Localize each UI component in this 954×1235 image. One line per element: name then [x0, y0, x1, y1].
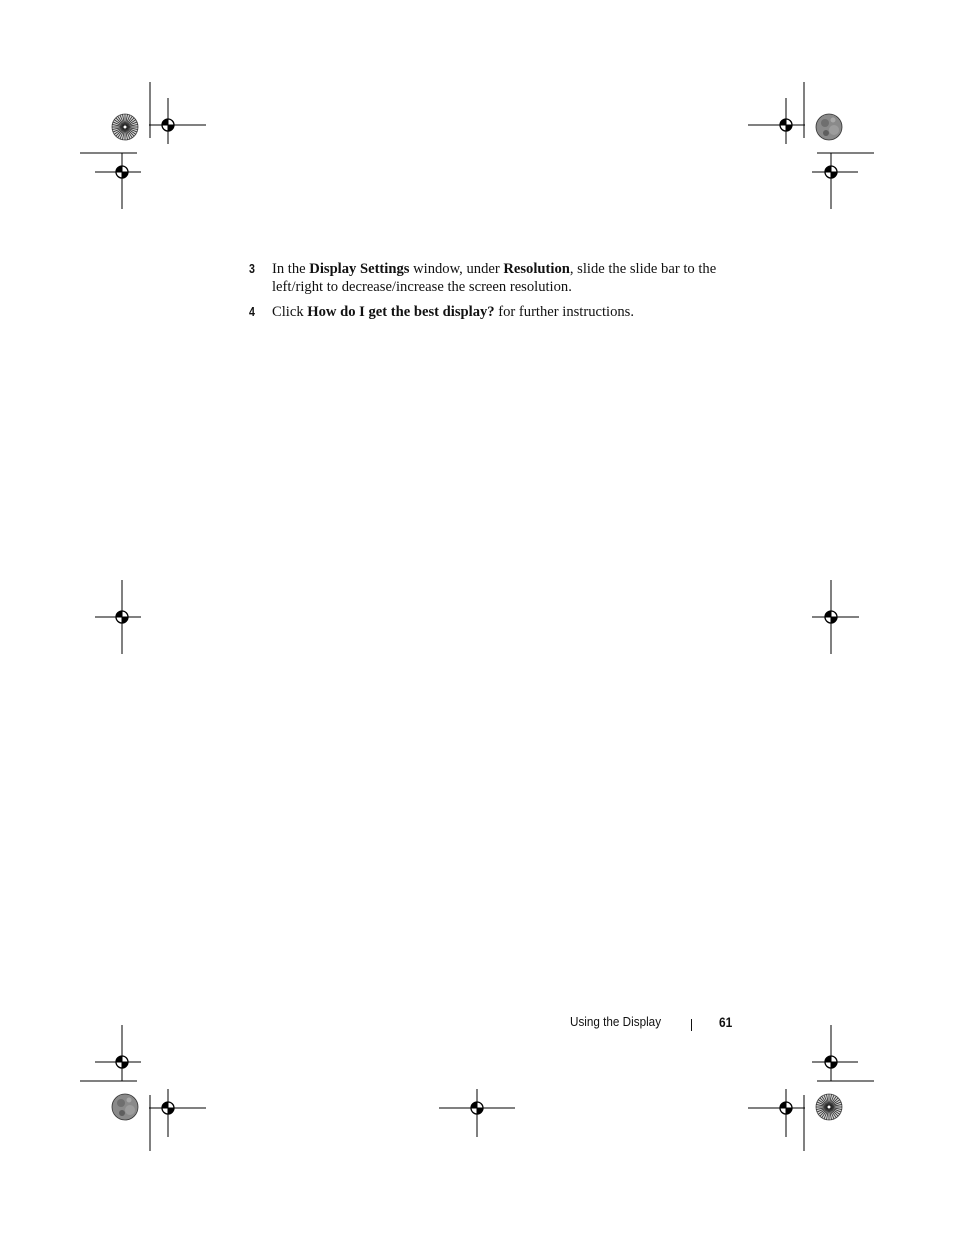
display-settings-label: Display Settings	[309, 261, 410, 277]
step-text: In the Display Settings window, under Resolution, slide the slide bar to the left/right to decrease/increase the screen resolution.	[272, 261, 717, 295]
page-number: 61	[719, 1014, 733, 1030]
resolution-label: Resolution	[503, 261, 570, 277]
step-number: 4	[249, 305, 255, 319]
footer-separator	[691, 1019, 692, 1031]
footer-section-title: Using the Display	[570, 1014, 662, 1029]
step-number: 3	[249, 262, 255, 276]
step-3	[249, 260, 729, 296]
step-4	[249, 303, 729, 321]
step-text: Click How do I get the best display? for further instructions.	[272, 304, 635, 320]
best-display-link-label: How do I get the best display?	[307, 304, 495, 320]
